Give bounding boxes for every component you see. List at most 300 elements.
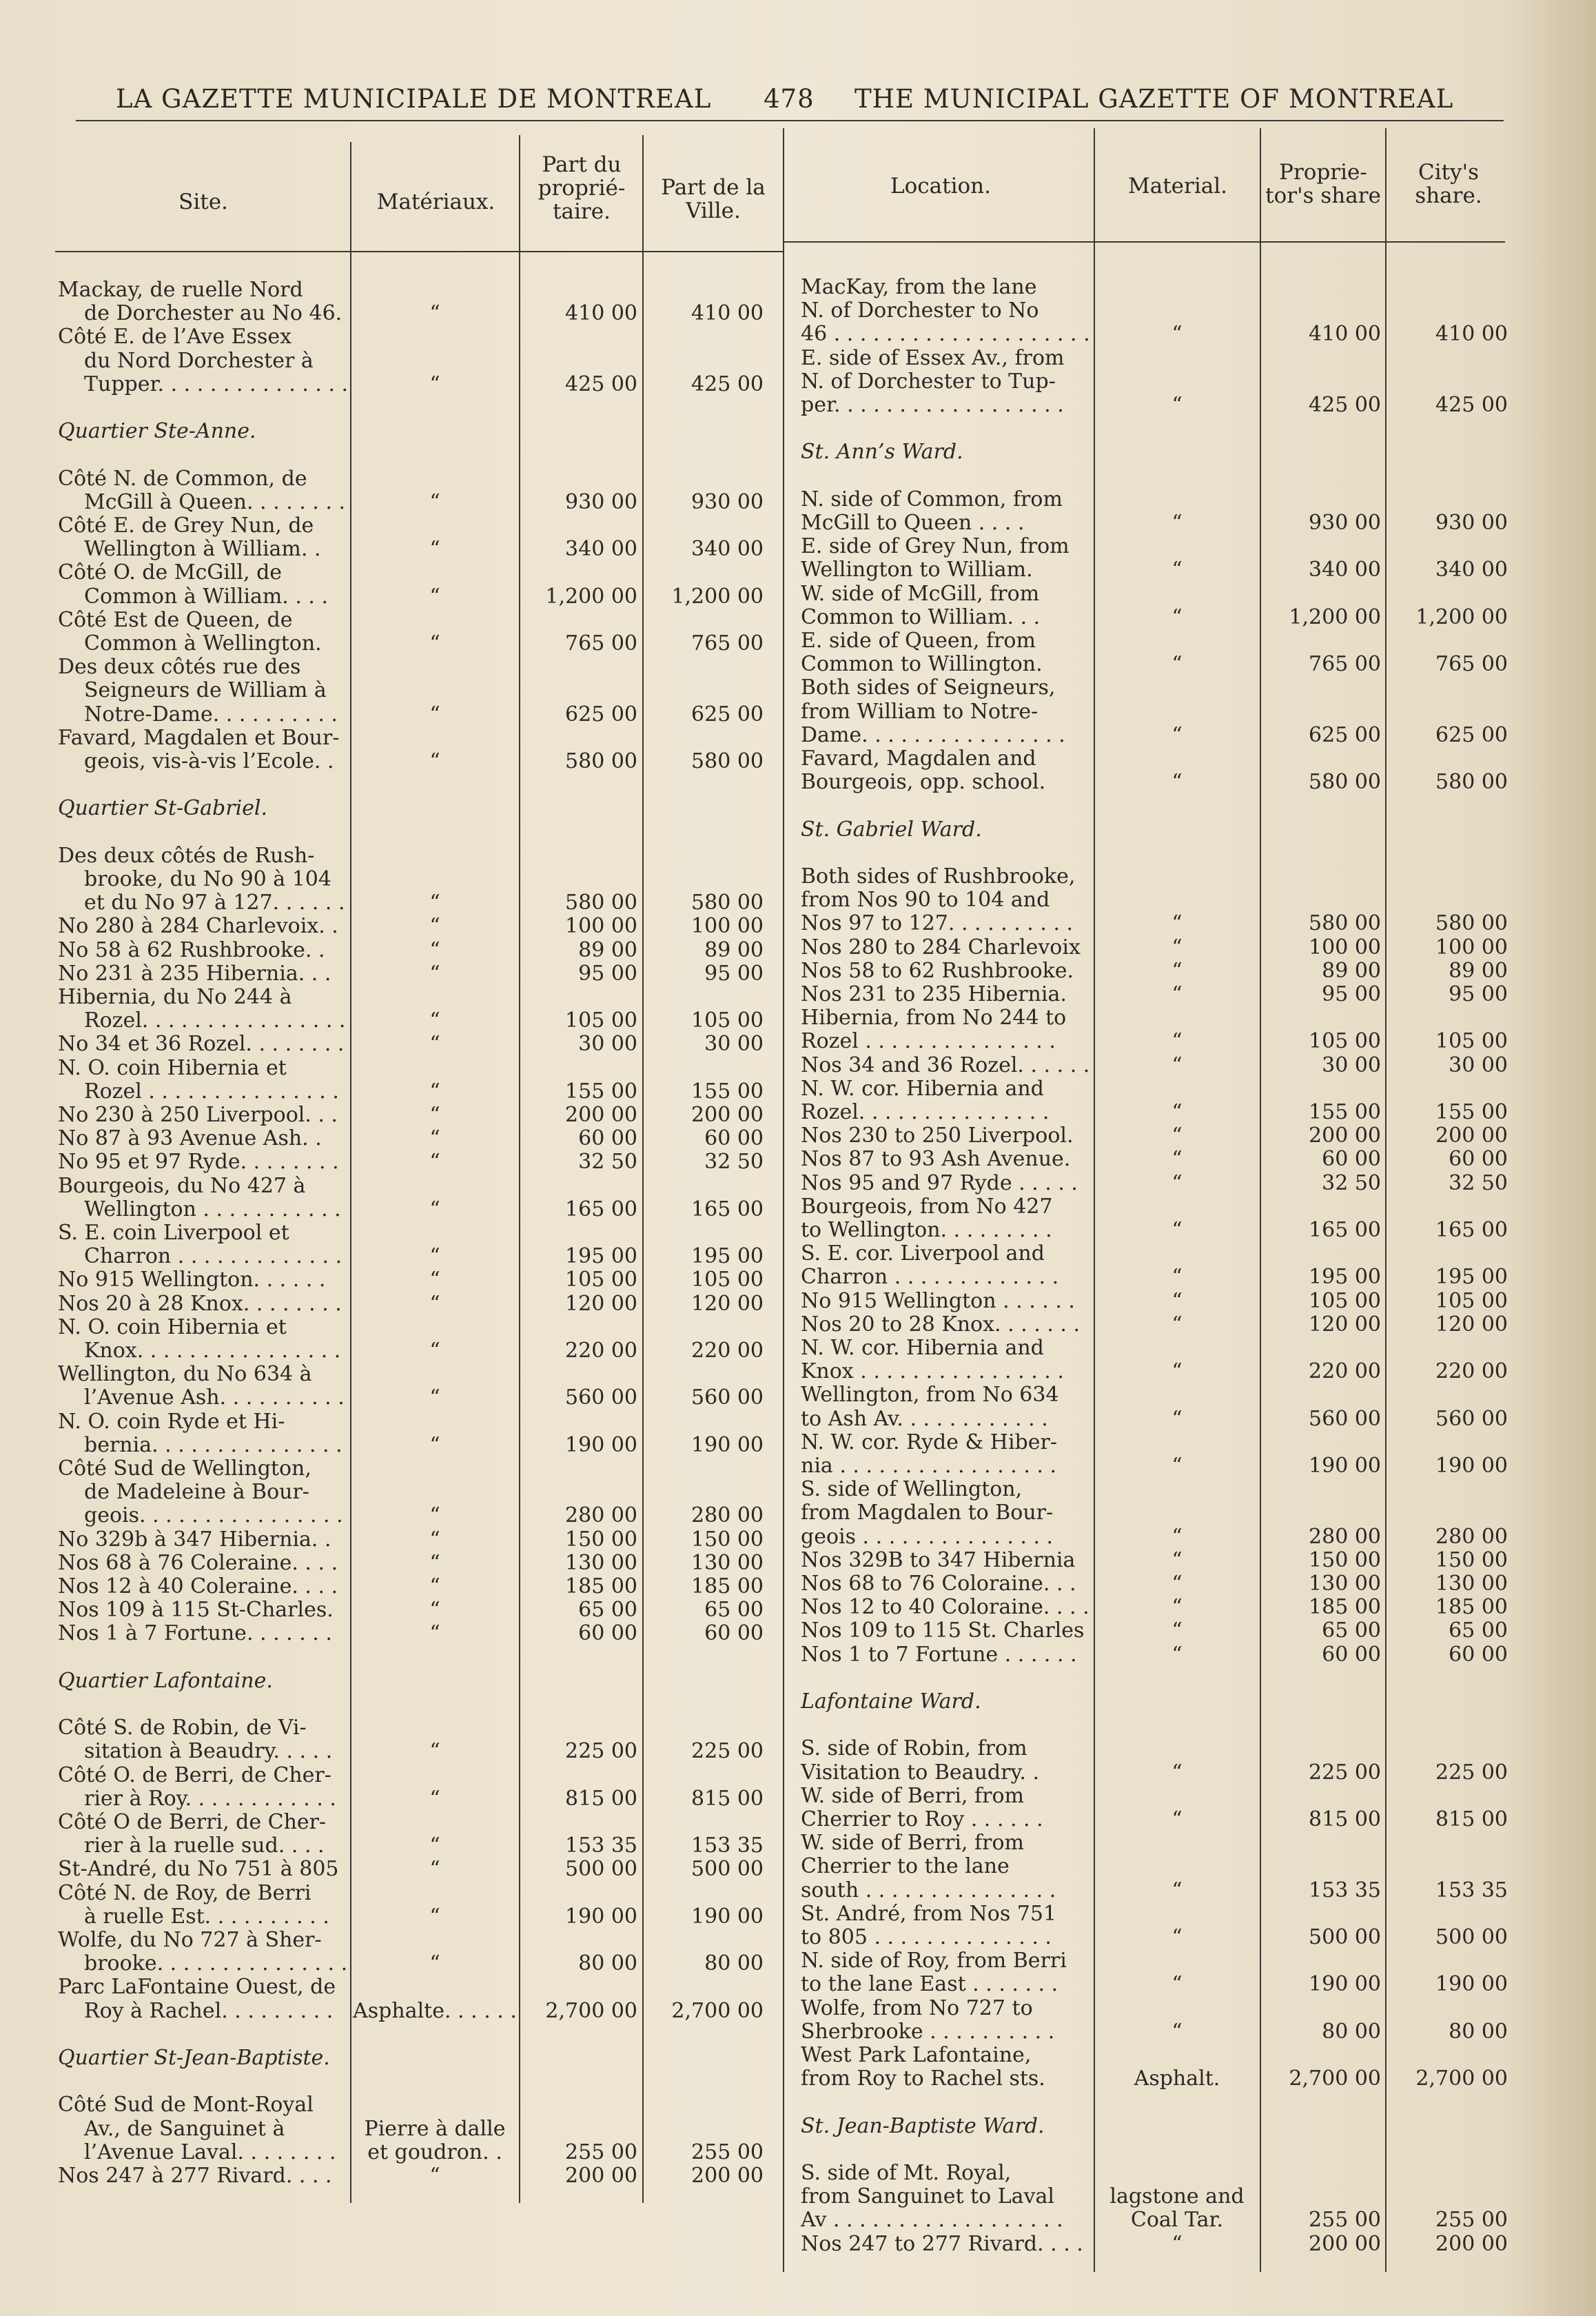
city-share-cell: 580 00: [691, 891, 764, 915]
proprietor-share-cell: 340 00: [565, 537, 637, 562]
material-cell: “: [1172, 1760, 1183, 1785]
proprietor-share-cell: 500 00: [1309, 1925, 1381, 1949]
city-share-cell: 95 00: [704, 961, 764, 986]
city-share-cell: 100 00: [1435, 935, 1508, 959]
col-rule-4: [783, 128, 784, 2272]
site-cell: Côté N. de Roy, de Berri: [58, 1880, 311, 1905]
proprietor-share-cell: 560 00: [1309, 1406, 1381, 1431]
column-header-city-share: [1387, 161, 1511, 207]
city-share-cell: 500 00: [691, 1857, 764, 1882]
proprietor-share-cell: 32 50: [578, 1150, 637, 1175]
city-share-cell: 425 00: [691, 372, 764, 396]
material-cell: “: [1172, 982, 1183, 1006]
proprietor-share-cell: 155 00: [565, 1079, 637, 1104]
site-cell: per. . . . . . . . . . . . . . . . . .: [801, 393, 1064, 417]
site-cell: N. W. cor. Ryde & Hiber-: [801, 1430, 1057, 1454]
proprietor-share-cell: 100 00: [565, 914, 637, 939]
proprietor-share-cell: 560 00: [565, 1385, 637, 1410]
site-cell: N. side of Roy, from Berri: [801, 1949, 1067, 1973]
site-cell: W. side of Berri, from: [801, 1831, 1024, 1856]
material-cell: “: [1172, 1642, 1183, 1667]
city-share-cell: 425 00: [1435, 393, 1508, 417]
proprietor-share-cell: 2,700 00: [1289, 2066, 1381, 2091]
site-cell: bernia. . . . . . . . . . . . . . .: [84, 1432, 342, 1457]
proprietor-share-cell: 185 00: [565, 1574, 637, 1598]
proprietor-share-cell: 930 00: [1309, 511, 1381, 535]
city-share-cell: 120 00: [1435, 1312, 1508, 1337]
site-cell: Nos 68 to 76 Coloraine. . .: [801, 1572, 1076, 1596]
site-cell: Nos 329B to 347 Hibernia: [801, 1547, 1076, 1572]
site-cell: du Nord Dorchester à: [84, 348, 314, 373]
material-cell: “: [1172, 722, 1183, 747]
col-rule-3: [642, 135, 644, 2203]
site-cell: Common à William. . . .: [84, 584, 329, 609]
site-cell: geois, vis-à-vis l’Ecole. .: [84, 749, 334, 773]
city-share-cell: 185 00: [1435, 1595, 1508, 1620]
material-cell: “: [1172, 1288, 1183, 1313]
city-share-cell: 95 00: [1449, 982, 1508, 1006]
material-cell: “: [429, 937, 440, 962]
site-cell: Cherrier to the lane: [801, 1854, 1010, 1879]
site-cell: Bourgeois, opp. school.: [801, 770, 1046, 795]
city-share-cell: 100 00: [691, 914, 764, 939]
proprietor-share-cell: 410 00: [565, 301, 637, 326]
site-cell: Tupper. . . . . . . . . . . . . . .: [84, 372, 349, 396]
material-cell: “: [429, 1126, 440, 1151]
column-header-part-proprietaire: [520, 153, 643, 223]
material-cell: “: [1172, 1618, 1183, 1643]
site-cell: Nos 1 à 7 Fortune. . . . . . .: [58, 1621, 332, 1646]
column-header-location-text: Location.: [890, 174, 991, 199]
material-cell: “: [1172, 2019, 1183, 2044]
site-cell: l’Avenue Laval. . . . . . . .: [84, 2140, 336, 2164]
city-share-cell: 120 00: [691, 1291, 764, 1316]
site-cell: Mackay, de ruelle Nord: [58, 278, 303, 302]
site-cell: geois . . . . . . . . . . . . . . .: [801, 1524, 1054, 1549]
site-cell: rier à Roy. . . . . . . . . . . .: [84, 1786, 336, 1811]
material-cell: “: [1172, 1572, 1183, 1596]
city-share-cell: 500 00: [1435, 1925, 1508, 1949]
column-header-materiaux-text: Matériaux.: [376, 190, 495, 214]
proprietor-share-cell: 130 00: [565, 1550, 637, 1575]
site-cell: No 95 et 97 Ryde. . . . . . . .: [58, 1150, 339, 1175]
proprietor-share-cell: 60 00: [1322, 1642, 1381, 1667]
material-cell: “: [429, 1951, 440, 1976]
site-cell: Favard, Magdalen et Bour-: [58, 725, 340, 750]
site-cell: St-André, du No 751 à 805: [58, 1857, 339, 1882]
site-cell: Côté Est de Queen, de: [58, 607, 293, 632]
proprietor-share-cell: 200 00: [565, 1103, 637, 1127]
site-cell: No 915 Wellington . . . . . .: [801, 1288, 1075, 1313]
material-cell: “: [1172, 1524, 1183, 1549]
site-cell: Wolfe, from No 727 to: [801, 1995, 1033, 2020]
material-cell: “: [429, 1621, 440, 1646]
city-share-cell: 190 00: [1435, 1454, 1508, 1478]
city-share-cell: 340 00: [1435, 558, 1508, 582]
col-rule-2: [519, 135, 520, 2203]
city-share-cell: 165 00: [691, 1197, 764, 1221]
site-cell: Nos 12 à 40 Coleraine. . . .: [58, 1574, 338, 1598]
city-share-cell: 580 00: [1435, 911, 1508, 936]
column-header-location: [787, 174, 1094, 198]
material-cell: “: [1172, 1053, 1183, 1077]
material-cell: “: [429, 1432, 440, 1457]
site-cell: Rozel . . . . . . . . . . . . . . .: [801, 1029, 1056, 1054]
site-cell: No 34 et 36 Rozel. . . . . . . .: [58, 1032, 345, 1057]
city-share-cell: 815 00: [1435, 1807, 1508, 1831]
city-share-cell: 153 35: [1435, 1878, 1508, 1902]
city-share-cell: 280 00: [1435, 1524, 1508, 1549]
city-share-cell: 625 00: [691, 702, 764, 727]
material-cell: “: [429, 584, 440, 609]
proprietor-share-cell: 80 00: [578, 1951, 637, 1976]
colhead-rule-right: [784, 241, 1505, 243]
material-cell: “: [429, 301, 440, 326]
material-cell: “: [429, 749, 440, 773]
material-cell: Coal Tar.: [1130, 2208, 1224, 2233]
proprietor-share-cell: 65 00: [1322, 1618, 1381, 1643]
city-share-cell: 60 00: [1449, 1147, 1508, 1172]
site-cell: à ruelle Est. . . . . . . . . .: [84, 1904, 329, 1929]
ward-heading: St. Jean-Baptiste Ward.: [801, 2113, 1045, 2138]
site-cell: No 58 à 62 Rushbrooke. .: [58, 937, 325, 962]
proprietor-share-cell: 580 00: [565, 749, 637, 773]
city-share-cell: 105 00: [1435, 1288, 1508, 1313]
city-share-cell: 560 00: [1435, 1406, 1508, 1431]
city-share-cell: 220 00: [691, 1339, 764, 1363]
proprietor-share-cell: 625 00: [565, 702, 637, 727]
site-cell: St. André, from Nos 751: [801, 1901, 1057, 1926]
proprietor-share-cell: 625 00: [1309, 722, 1381, 747]
site-cell: Côté Sud de Wellington,: [58, 1456, 311, 1481]
site-cell: E. side of Grey Nun, from: [801, 534, 1070, 559]
site-cell: Bourgeois, from No 427: [801, 1194, 1053, 1219]
column-header-site-text: Site.: [178, 190, 228, 214]
proprietor-share-cell: 190 00: [1309, 1972, 1381, 1997]
proprietor-share-cell: 425 00: [565, 372, 637, 396]
material-cell: “: [1172, 1406, 1183, 1431]
city-share-cell: 410 00: [691, 301, 764, 326]
proprietor-share-cell: 255 00: [1309, 2208, 1381, 2233]
site-cell: Côté Sud de Mont-Royal: [58, 2093, 314, 2117]
city-share-cell: 60 00: [704, 1621, 764, 1646]
header-title-en: THE MUNICIPAL GAZETTE OF MONTREAL: [855, 84, 1454, 114]
material-cell: “: [429, 1197, 440, 1221]
proprietor-share-cell: 105 00: [1309, 1029, 1381, 1054]
site-cell: Nos 68 à 76 Coleraine. . . .: [58, 1550, 338, 1575]
material-cell: “: [1172, 911, 1183, 936]
site-cell: Wellington . . . . . . . . . . .: [84, 1197, 341, 1221]
material-cell: “: [429, 1032, 440, 1057]
proprietor-share-cell: 280 00: [565, 1503, 637, 1528]
site-cell: N. W. cor. Hibernia and: [801, 1336, 1044, 1360]
site-cell: S. side of Robin, from: [801, 1736, 1027, 1761]
site-cell: N. side of Common, from: [801, 487, 1063, 511]
proprietor-share-cell: 190 00: [565, 1904, 637, 1929]
site-cell: Nos 97 to 127. . . . . . . . . .: [801, 911, 1074, 936]
proprietor-share-cell: 130 00: [1309, 1572, 1381, 1596]
ward-heading: St. Ann’s Ward.: [801, 440, 963, 465]
material-cell: “: [429, 1527, 440, 1552]
site-cell: Wellington to William.: [801, 558, 1033, 582]
site-cell: Côté O de Berri, de Cher-: [58, 1810, 327, 1834]
proprietor-share-cell: 153 35: [1309, 1878, 1381, 1902]
site-cell: rier à la ruelle sud. . . .: [84, 1834, 325, 1858]
ward-heading: Quartier Ste-Anne.: [58, 419, 256, 444]
site-cell: N. O. coin Hibernia et: [58, 1055, 287, 1080]
site-cell: Des deux côtés rue des: [58, 655, 301, 680]
material-cell: “: [429, 1574, 440, 1598]
proprietor-share-cell: 155 00: [1309, 1100, 1381, 1124]
proprietor-share-cell: 120 00: [565, 1291, 637, 1316]
site-cell: Cherrier to Roy . . . . . .: [801, 1807, 1043, 1831]
material-cell: “: [1172, 1547, 1183, 1572]
column-header-material-text: Material.: [1127, 174, 1227, 199]
site-cell: Nos 20 to 28 Knox. . . . . . .: [801, 1312, 1080, 1337]
site-cell: Knox. . . . . . . . . . . . . . . .: [84, 1339, 341, 1363]
city-share-cell: 185 00: [691, 1574, 764, 1598]
proprietor-share-cell: 60 00: [578, 1621, 637, 1646]
site-cell: Nos 1 to 7 Fortune . . . . . .: [801, 1642, 1077, 1667]
site-cell: Dame. . . . . . . . . . . . . . . .: [801, 722, 1065, 747]
material-cell: “: [429, 1904, 440, 1929]
proprietor-share-cell: 815 00: [565, 1786, 637, 1811]
site-cell: S. side of Wellington,: [801, 1477, 1023, 1502]
city-share-cell: 30 00: [1449, 1053, 1508, 1077]
site-cell: Nos 247 à 277 Rivard. . . .: [58, 2164, 332, 2188]
city-share-cell: 60 00: [1449, 1642, 1508, 1667]
material-cell: “: [1172, 393, 1183, 417]
site-cell: 46 . . . . . . . . . . . . . . . . . . . .: [801, 322, 1090, 347]
proprietor-share-cell: 580 00: [565, 891, 637, 915]
proprietor-share-cell: 60 00: [578, 1126, 637, 1151]
material-cell: “: [1172, 1170, 1183, 1195]
proprietor-share-cell: 195 00: [565, 1244, 637, 1269]
site-cell: Sherbrooke . . . . . . . . . .: [801, 2019, 1055, 2044]
city-share-cell: 89 00: [704, 937, 764, 962]
proprietor-share-cell: 410 00: [1309, 322, 1381, 347]
proprietor-share-cell: 765 00: [1309, 652, 1381, 677]
site-cell: Knox . . . . . . . . . . . . . . . .: [801, 1359, 1064, 1384]
city-share-cell: 150 00: [1435, 1547, 1508, 1572]
site-cell: Nos 87 to 93 Ash Avenue.: [801, 1147, 1071, 1172]
material-cell: “: [429, 1857, 440, 1882]
material-cell: “: [1172, 1218, 1183, 1242]
site-cell: Common to Willington.: [801, 652, 1043, 677]
ward-heading: St. Gabriel Ward.: [801, 817, 982, 842]
city-share-cell: 765 00: [1435, 652, 1508, 677]
city-share-cell: 65 00: [704, 1598, 764, 1623]
material-cell: “: [1172, 1100, 1183, 1124]
city-share-cell: 153 35: [691, 1834, 764, 1858]
material-cell: “: [1172, 1265, 1183, 1290]
site-cell: Av . . . . . . . . . . . . . . . . . .: [801, 2208, 1063, 2233]
city-share-cell: 625 00: [1435, 722, 1508, 747]
material-cell: “: [429, 702, 440, 727]
column-header-part-ville-text: Part de la Ville.: [661, 175, 766, 223]
city-share-cell: 32 50: [1449, 1170, 1508, 1195]
column-header-site: [55, 190, 351, 214]
site-cell: Seigneurs de William à: [84, 678, 327, 703]
material-cell: “: [429, 537, 440, 562]
proprietor-share-cell: 195 00: [1309, 1265, 1381, 1290]
city-share-cell: 410 00: [1435, 322, 1508, 347]
site-cell: Common à Wellington.: [84, 631, 322, 656]
city-share-cell: 930 00: [1435, 511, 1508, 535]
material-cell: “: [1172, 605, 1183, 629]
proprietor-share-cell: 1,200 00: [545, 584, 637, 609]
site-cell: Common to William. . .: [801, 605, 1041, 629]
site-cell: No 329b à 347 Hibernia. .: [58, 1527, 331, 1552]
site-cell: W. side of McGill, from: [801, 581, 1040, 606]
column-header-proprietor-share: [1261, 161, 1385, 207]
proprietor-share-cell: 89 00: [578, 937, 637, 962]
city-share-cell: 200 00: [1435, 2231, 1508, 2256]
site-cell: Nos 109 à 115 St-Charles.: [58, 1598, 334, 1623]
site-cell: Nos 58 to 62 Rushbrooke.: [801, 958, 1074, 983]
city-share-cell: 150 00: [691, 1527, 764, 1552]
city-share-cell: 200 00: [691, 1103, 764, 1127]
proprietor-share-cell: 280 00: [1309, 1524, 1381, 1549]
city-share-cell: 1,200 00: [1415, 605, 1508, 629]
city-share-cell: 765 00: [691, 631, 764, 656]
material-cell: “: [1172, 958, 1183, 983]
site-cell: Nos 231 to 235 Hibernia.: [801, 982, 1067, 1006]
site-cell: to 805 . . . . . . . . . . . . . .: [801, 1925, 1052, 1949]
proprietor-share-cell: 95 00: [578, 961, 637, 986]
site-cell: S. E. coin Liverpool et: [58, 1221, 289, 1245]
header-title-fr: LA GAZETTE MUNICIPALE DE MONTREAL: [116, 84, 712, 114]
city-share-cell: 580 00: [1435, 770, 1508, 795]
material-cell: “: [429, 1008, 440, 1033]
city-share-cell: 200 00: [691, 2164, 764, 2188]
site-cell: N. of Dorchester to No: [801, 298, 1039, 323]
material-cell: “: [1172, 652, 1183, 677]
proprietor-share-cell: 105 00: [1309, 1288, 1381, 1313]
site-cell: de Dorchester au No 46.: [84, 301, 342, 326]
proprietor-share-cell: 255 00: [565, 2140, 637, 2164]
city-share-cell: 930 00: [691, 489, 764, 514]
site-cell: S. E. cor. Liverpool and: [801, 1241, 1045, 1266]
city-share-cell: 225 00: [691, 1739, 764, 1764]
city-share-cell: 1,200 00: [671, 584, 764, 609]
proprietor-share-cell: 60 00: [1322, 1147, 1381, 1172]
proprietor-share-cell: 200 00: [1309, 2231, 1381, 2256]
site-cell: Rozel . . . . . . . . . . . . . . .: [84, 1079, 339, 1104]
site-cell: from Nos 90 to 104 and: [801, 888, 1050, 913]
proprietor-share-cell: 150 00: [565, 1527, 637, 1552]
city-share-cell: 60 00: [704, 1126, 764, 1151]
material-cell: “: [429, 891, 440, 915]
material-cell: “: [429, 1150, 440, 1175]
city-share-cell: 105 00: [691, 1268, 764, 1292]
site-cell: Côté N. de Common, de: [58, 466, 307, 491]
city-share-cell: 165 00: [1435, 1218, 1508, 1242]
site-cell: Nos 12 to 40 Coloraine. . . .: [801, 1595, 1089, 1620]
site-cell: N. O. coin Hibernia et: [58, 1314, 287, 1339]
col-rule-5: [1094, 128, 1095, 2272]
site-cell: Charron . . . . . . . . . . . . .: [84, 1244, 342, 1269]
proprietor-share-cell: 500 00: [565, 1857, 637, 1882]
site-cell: Hibernia, du No 244 à: [58, 985, 292, 1009]
material-cell: Asphalt.: [1134, 2066, 1220, 2091]
site-cell: E. side of Queen, from: [801, 629, 1036, 653]
site-cell: N. W. cor. Hibernia and: [801, 1076, 1044, 1101]
site-cell: from Magdalen to Bour-: [801, 1501, 1054, 1525]
city-share-cell: 815 00: [691, 1786, 764, 1811]
site-cell: south . . . . . . . . . . . . . . .: [801, 1878, 1056, 1902]
site-cell: Nos 34 and 36 Rozel. . . . . .: [801, 1053, 1090, 1077]
page-header: [0, 77, 1596, 119]
city-share-cell: 30 00: [704, 1032, 764, 1057]
proprietor-share-cell: 2,700 00: [545, 1998, 637, 2023]
page-number: 478: [764, 84, 815, 114]
material-cell: “: [1172, 1124, 1183, 1148]
site-cell: to the lane East . . . . . . .: [801, 1972, 1058, 1997]
site-cell: Both sides of Rushbrooke,: [801, 864, 1076, 888]
city-share-cell: 80 00: [1449, 2019, 1508, 2044]
city-share-cell: 340 00: [691, 537, 764, 562]
material-cell: “: [429, 961, 440, 986]
proprietor-share-cell: 95 00: [1322, 982, 1381, 1006]
material-cell: “: [429, 372, 440, 396]
material-cell: “: [429, 1244, 440, 1269]
site-cell: Nos 230 to 250 Liverpool.: [801, 1124, 1074, 1148]
city-share-cell: 32 50: [704, 1150, 764, 1175]
material-cell: “: [429, 631, 440, 656]
material-cell: “: [429, 1503, 440, 1528]
proprietor-share-cell: 340 00: [1309, 558, 1381, 582]
city-share-cell: 220 00: [1435, 1359, 1508, 1384]
site-cell: S. side of Mt. Royal,: [801, 2161, 1012, 2185]
material-cell: “: [1172, 1972, 1183, 1997]
city-share-cell: 105 00: [691, 1008, 764, 1033]
material-cell: “: [1172, 1359, 1183, 1384]
material-cell: “: [1172, 1807, 1183, 1831]
city-share-cell: 105 00: [1435, 1029, 1508, 1054]
city-share-cell: 580 00: [691, 749, 764, 773]
site-cell: brooke. . . . . . . . . . . . . . .: [84, 1951, 348, 1976]
city-share-cell: 280 00: [691, 1503, 764, 1528]
site-cell: Roy à Rachel. . . . . . . . .: [84, 1998, 334, 2023]
city-share-cell: 65 00: [1449, 1618, 1508, 1643]
site-cell: W. side of Berri, from: [801, 1783, 1024, 1808]
proprietor-share-cell: 190 00: [565, 1432, 637, 1457]
site-cell: geois. . . . . . . . . . . . . . . .: [84, 1503, 343, 1528]
city-share-cell: 255 00: [1435, 2208, 1508, 2233]
site-cell: Favard, Magdalen and: [801, 746, 1036, 771]
site-cell: Wolfe, du No 727 à Sher-: [58, 1928, 322, 1952]
material-cell: “: [1172, 1878, 1183, 1902]
ward-heading: Quartier St-Gabriel.: [58, 796, 268, 821]
material-cell: “: [429, 1786, 440, 1811]
proprietor-share-cell: 765 00: [565, 631, 637, 656]
proprietor-share-cell: 200 00: [565, 2164, 637, 2188]
material-cell: “: [1172, 1925, 1183, 1949]
proprietor-share-cell: 105 00: [565, 1268, 637, 1292]
site-cell: Côté O. de McGill, de: [58, 560, 283, 585]
city-share-cell: 195 00: [691, 1244, 764, 1269]
material-cell: “: [1172, 558, 1183, 582]
proprietor-share-cell: 153 35: [565, 1834, 637, 1858]
site-cell: et du No 97 à 127. . . . . .: [84, 891, 345, 915]
material-cell: “: [429, 1339, 440, 1363]
header-rule: [76, 120, 1504, 121]
material-cell: “: [1172, 1595, 1183, 1620]
material-cell: “: [1172, 322, 1183, 347]
site-cell: Hibernia, from No 244 to: [801, 1006, 1067, 1030]
city-share-cell: 155 00: [1435, 1100, 1508, 1124]
